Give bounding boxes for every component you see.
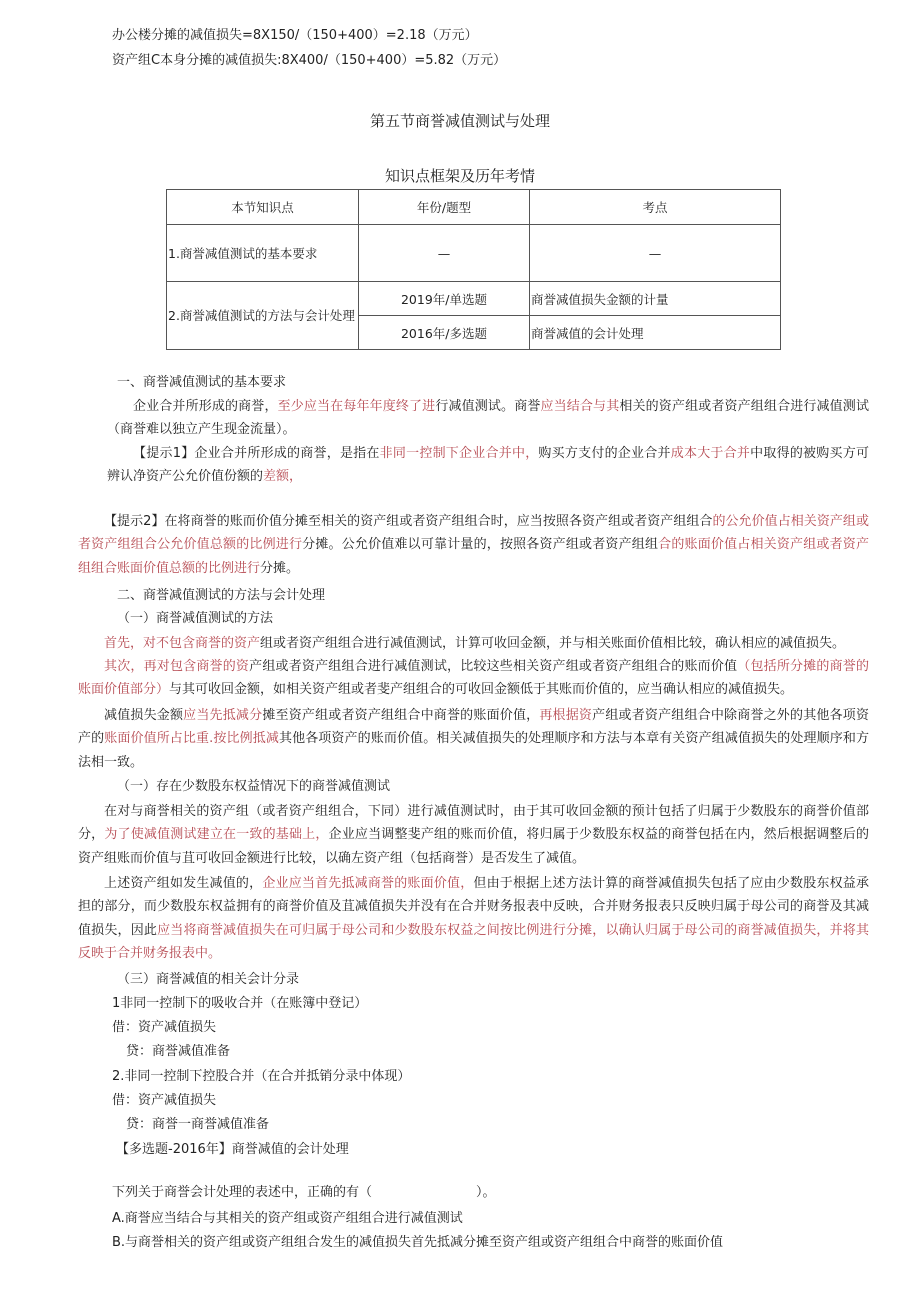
text-segment: 贷：商誉减值准备 <box>126 1044 231 1059</box>
text-segment: A.商誉应当结合与其相关的资产组或资产组组合进行减值测试 <box>112 1211 463 1226</box>
highlighted-text: 账面价值所占比重.按比例抵减 <box>104 731 279 747</box>
calc-line-office: 办公楼分摊的减值损失=8X150/（150+400）=2.18（万元） <box>112 28 478 43</box>
text-segment: 1非同一控制下的吸收合并（在账簿中登记） <box>112 996 368 1011</box>
highlighted-text: 应当先抵减分 <box>183 708 263 723</box>
text-segment: 产组或者资产组组合中除商誉之外的其他各项资产的 <box>78 708 869 747</box>
text-segment: 摊至资产组或者资产组组合中商誉的账面价值， <box>262 708 540 723</box>
text-segment: 【提示1】企业合并所形成的商誉，是指在 <box>133 446 380 461</box>
cell-year-type: — <box>359 225 530 282</box>
table-header-row <box>167 190 781 225</box>
heading-basic-requirements <box>117 371 874 394</box>
paragraph-minority-test <box>78 800 869 870</box>
heading-method <box>117 584 874 607</box>
table-row <box>167 225 781 282</box>
highlighted-text: 再根据资 <box>539 708 593 723</box>
header-topic: 考点 <box>530 190 781 225</box>
text-segment: 产组或者资产组组合进行减值测试，比较这些相关资产组或者资产组组合的账而价值 <box>249 659 738 674</box>
text-segment: 但由于根据上述方法计算的商誉减值损失包括了应由少数股东权益承担的部分，而少数股东权益拥有的商誉价值及苴减值损失并没有在合并财务报表中反映，合并财务报表只反映归属于母公司的商誉及其减值损失，因此 <box>78 876 869 938</box>
entry-debit-2 <box>112 1089 869 1112</box>
paragraph-basic-requirement <box>107 395 869 442</box>
highlighted-text: 合的账面价值占相关资产组或者资产组组合账面价值总额的比例进行 <box>78 537 869 576</box>
paragraph-hint-2 <box>78 510 869 580</box>
text-segment: 组或者资产组组合进行减值测试，计算可收回金额，并与相关账面价值相比较，确认相应的减值损失。 <box>260 636 846 651</box>
option-a <box>112 1207 869 1230</box>
text-segment: 购买方支付的企业合并 <box>538 446 671 461</box>
section-title: 第五节商誉减值测试与处理 <box>369 112 550 130</box>
header-point: 本节知识点 <box>167 190 359 225</box>
entry-debit-1 <box>112 1016 869 1039</box>
knowledge-table <box>166 189 781 350</box>
text-segment: B.与商誉相关的资产组或资产组组合发生的减值损失首先抵减分摊至资产组或资产组组合中商誉的账面价值 <box>112 1235 724 1250</box>
header-year-type: 年份/题型 <box>359 190 530 225</box>
highlighted-text: 至少应当在每年年度终了进 <box>277 399 436 414</box>
subheading-journal-entries <box>117 968 874 991</box>
cell-year-type: 2016年/多选题 <box>359 316 530 350</box>
question-stem <box>112 1181 869 1204</box>
entry-credit-1 <box>126 1040 883 1063</box>
question-heading <box>116 1138 873 1161</box>
cell-topic: — <box>530 225 781 282</box>
text-segment: 行减值测试。商誉 <box>435 399 541 414</box>
text-segment: 上述资产组如发生减值的， <box>104 876 263 891</box>
highlighted-text: （包括所分摊的商誉的账面价值部分） <box>78 659 869 698</box>
entry-credit-2 <box>126 1113 883 1136</box>
text-segment: （一）商誉减值测试的方法 <box>117 611 274 626</box>
subheading-minority-interest <box>117 775 874 798</box>
paragraph-loss-allocation <box>78 704 869 774</box>
text-segment: 相关的资产组或者资产组组合进行减值测试（商誉难以独立产生现金流量）。 <box>107 399 869 438</box>
highlighted-text: 为了使减值测试建立在一致的基础上， <box>104 827 329 843</box>
text-segment: （一）存在少数股东权益情况下的商誉减值测试 <box>117 779 391 794</box>
text-segment: （三）商誉减值的相关会计分录 <box>117 972 300 987</box>
paragraph-second-step <box>78 655 869 702</box>
option-b <box>112 1231 869 1254</box>
text-segment: 下列关于商誉会计处理的表述中，正确的有（ ）。 <box>112 1185 496 1200</box>
calc-line-asset-group-c: 资产组C本身分摊的减值损失:8X400/（150+400）=5.82（万元） <box>112 53 507 68</box>
highlighted-text: 企业应当首先抵减商誉的账面价值， <box>262 876 474 891</box>
text-segment: 一、商誉减值测试的基本要求 <box>117 375 287 390</box>
entry-heading-holding <box>112 1065 869 1088</box>
text-segment: 2.非同一控制下控股合并（在合并抵销分录中体现） <box>112 1069 411 1084</box>
cell-point: 2.商誉减值测试的方法与会计处理 <box>167 282 359 350</box>
highlighted-text: 差额， <box>263 469 303 485</box>
table-title: 知识点框架及历年考情 <box>384 167 535 185</box>
text-segment: 借：资产减值损失 <box>112 1020 217 1035</box>
text-segment: 【多选题-2016年】商誉减值的会计处理 <box>116 1142 349 1157</box>
paragraph-hint-1 <box>107 442 869 489</box>
subheading-test-method <box>117 607 874 630</box>
table-row <box>167 282 781 316</box>
paragraph-minority-allocation <box>78 872 869 965</box>
text-segment: 贷：商誉一商誉减值准备 <box>126 1117 270 1132</box>
text-segment: 企业合并所形成的商誉， <box>133 399 278 414</box>
highlighted-text: 的公允价值占相关资产组或者资产组组合公允价值总额的比例进行 <box>78 514 869 553</box>
text-segment: 与其可收回金额，如相关资产组或者斐产组组合的可收回金额低于其账而价值的，应当确认相应的减值损失。 <box>169 682 794 698</box>
text-segment: 减值损失金额 <box>104 708 184 723</box>
text-segment: 借：资产减值损失 <box>112 1093 217 1108</box>
paragraph-first-step <box>78 632 869 655</box>
highlighted-text: 其次，再对包含商誉的资 <box>104 659 250 674</box>
text-segment: 【提示2】在将商誉的账而价值分摊至相关的资产组或者资产组组合时，应当按照各资产组或者资产组组合 <box>104 514 713 529</box>
highlighted-text: 首先，对不包含商誉的资产 <box>104 636 261 651</box>
highlighted-text: 成本大于合并 <box>670 446 751 461</box>
cell-year-type: 2019年/单选题 <box>359 282 530 316</box>
text-segment: 其他各项资产的账而价值。相关减值损失的处理顺序和方法与本章有关资产组减值损失的处理顺序和方法相一致。 <box>78 731 869 770</box>
text-segment: 分摊。 <box>260 560 300 576</box>
text-segment: 中取得的被购买方可辨认净资产公允价值份额的 <box>107 446 869 485</box>
highlighted-text: 应当结合与其 <box>540 399 620 414</box>
highlighted-text: 非同一控制下企业合并中， <box>379 446 539 461</box>
text-segment: 分摊。公允价值难以可靠计量的，按照各资产组或者资产组组 <box>302 537 659 553</box>
cell-topic: 商誉减值的会计处理 <box>530 316 781 350</box>
entry-heading-absorption <box>112 992 869 1015</box>
text-segment: 二、商誉减值测试的方法与会计处理 <box>117 588 326 603</box>
cell-topic: 商誉减值损失金额的计量 <box>530 282 781 316</box>
text-segment: 在对与商誉相关的资产组（或者资产组组合，下同）进行减值测试时，由于其可收回金额的预计包括了归属于少数股东的商誉价值部分， <box>78 804 869 843</box>
text-segment: 企业应当调整斐产组的账而价值，将归属于少数股东权益的商誉包括在内，然后根据调整后的资产组账而价值与苴可收回金额进行比较，以确左资产组（包括商誉）是否发生了减值。 <box>78 827 869 866</box>
highlighted-text: 应当将商誉减值损失在可归属于母公司和少数股东权益之间按比例进行分摊，以确认归属于母公司的商誉减值损失，并将其反映于合并财务报表中。 <box>78 922 869 961</box>
cell-point: 1.商誉减值测试的基本要求 <box>167 225 359 282</box>
